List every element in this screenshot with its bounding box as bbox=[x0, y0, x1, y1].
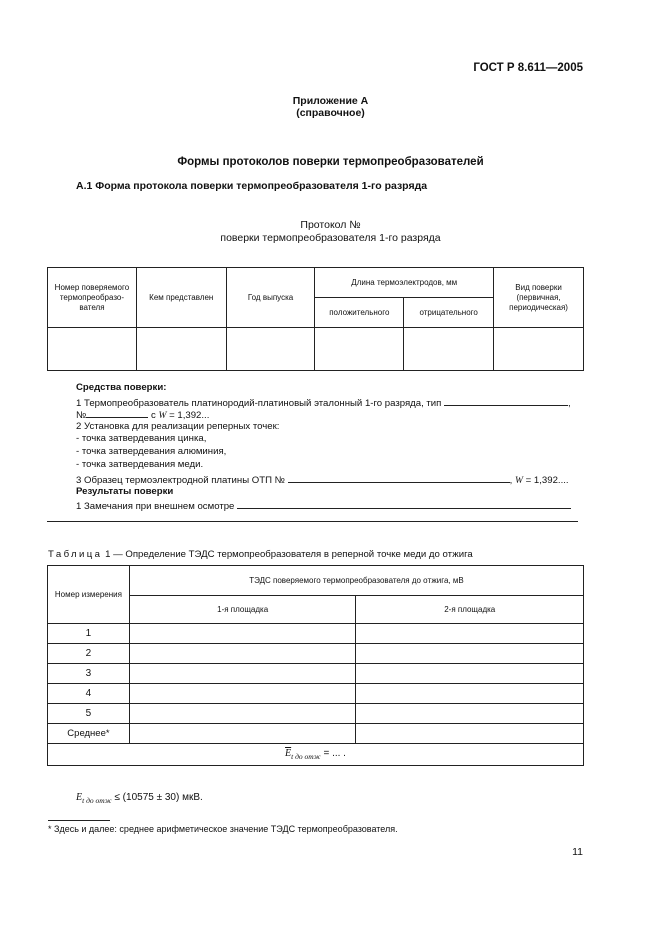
fill-blank-otp bbox=[288, 473, 510, 483]
table-cell bbox=[129, 664, 356, 684]
means-item-3: 3 Образец термоэлектродной платины ОТП № , W = 1,392.... bbox=[76, 475, 569, 486]
means-item-1a-text: 1 Термопреобразователь платинородий-платиновый эталонный 1-го разряда, тип bbox=[76, 398, 442, 409]
means-item-1b bbox=[76, 408, 209, 422]
table-cell bbox=[356, 644, 584, 664]
subsection-title: А.1 Форма протокола поверки термопреобразователя 1-го разряда bbox=[76, 180, 428, 192]
e-subscript: t до отж bbox=[291, 752, 321, 761]
means-heading: Средства поверки: bbox=[76, 382, 167, 393]
fill-blank-number bbox=[86, 408, 148, 418]
table-cell bbox=[136, 328, 226, 371]
table-cell bbox=[129, 624, 356, 644]
e-symbol: E bbox=[76, 792, 83, 803]
table-cell bbox=[356, 724, 584, 744]
table-cell bbox=[48, 328, 137, 371]
header-thermo-number: Номер поверяемого термопреобразо-вателя bbox=[48, 268, 137, 328]
acceptance-formula bbox=[76, 792, 203, 805]
header-length-positive: положительного bbox=[315, 298, 404, 328]
means-item-2: 2 Установка для реализации реперных точек: bbox=[76, 421, 280, 432]
table-cell bbox=[404, 328, 494, 371]
summary-row bbox=[48, 744, 584, 766]
header-tedc: ТЭДС поверяемого термопреобразователя до отжига, мВ bbox=[129, 566, 583, 596]
measurement-table bbox=[47, 565, 584, 766]
table-cell bbox=[494, 328, 584, 371]
means-item-3b-text: = 1,392.... bbox=[525, 475, 569, 486]
header-electrode-length: Длина термоэлектродов, мм bbox=[315, 268, 494, 298]
appendix-title: Приложение А bbox=[292, 95, 369, 107]
table-cell bbox=[356, 684, 584, 704]
row-label: 2 bbox=[48, 644, 130, 664]
table-caption-text: 1 — Определение ТЭДС термопреобразователя в реперной точке меди до отжига bbox=[105, 549, 473, 560]
page-number: 11 bbox=[572, 846, 583, 858]
appendix-note: (справочное) bbox=[296, 107, 365, 119]
formula-value: ≤ (10575 ± 30) мкВ. bbox=[111, 792, 203, 803]
table-cell bbox=[129, 724, 356, 744]
results-item-1-text: 1 Замечания при внешнем осмотре bbox=[76, 501, 235, 512]
appendix-heading bbox=[0, 95, 661, 119]
table-cell bbox=[356, 704, 584, 724]
w-symbol: W bbox=[514, 475, 523, 486]
row-label-average: Среднее* bbox=[48, 724, 130, 744]
point-zinc: - точка затвердевания цинка, bbox=[76, 433, 207, 444]
point-aluminium: - точка затвердевания алюминия, bbox=[76, 446, 227, 457]
e-subscript: t до отж bbox=[82, 796, 112, 805]
protocol-table bbox=[47, 267, 584, 371]
footnote-separator bbox=[48, 820, 110, 821]
protocol-subtitle: поверки термопреобразователя 1-го разряда bbox=[220, 232, 441, 244]
table-cell bbox=[129, 684, 356, 704]
header-measurement-number: Номер измерения bbox=[48, 566, 130, 624]
protocol-title: Протокол № bbox=[300, 219, 361, 231]
means-item-1d-text: = 1,392... bbox=[169, 410, 210, 421]
means-item-1b-text: № bbox=[76, 410, 87, 421]
fill-line bbox=[47, 521, 578, 522]
results-item-1 bbox=[76, 499, 571, 513]
table-cell bbox=[226, 328, 315, 371]
w-symbol: W bbox=[158, 410, 167, 421]
header-year: Год выпуска bbox=[226, 268, 315, 328]
row-label: 4 bbox=[48, 684, 130, 704]
table-caption bbox=[48, 549, 473, 560]
header-presented-by: Кем представлен bbox=[136, 268, 226, 328]
table-caption-label: Таблица bbox=[48, 549, 103, 560]
header-verification-type: Вид поверки (первичная, периодическая) bbox=[494, 268, 584, 328]
table-cell bbox=[356, 624, 584, 644]
row-label: 5 bbox=[48, 704, 130, 724]
header-length-negative: отрицательного bbox=[404, 298, 494, 328]
table-cell bbox=[129, 644, 356, 664]
means-item-3a-text: 3 Образец термоэлектродной платины ОТП № bbox=[76, 475, 285, 486]
table-cell bbox=[356, 664, 584, 684]
section-title: Формы протоколов поверки термопреобразователей bbox=[177, 156, 484, 168]
summary-value: = ... . bbox=[320, 748, 346, 759]
table-cell bbox=[315, 328, 404, 371]
protocol-heading bbox=[0, 219, 661, 245]
results-heading: Результаты поверки bbox=[76, 486, 174, 497]
means-item-1c-text: с bbox=[150, 410, 156, 421]
means-item-1a: 1 Термопреобразователь платинородий-платиновый эталонный 1-го разряда, тип , bbox=[76, 398, 571, 409]
row-label: 3 bbox=[48, 664, 130, 684]
table-cell bbox=[129, 704, 356, 724]
fill-blank-type bbox=[444, 396, 568, 406]
header-site-1: 1-я площадка bbox=[129, 596, 356, 624]
point-copper: - точка затвердевания меди. bbox=[76, 459, 204, 470]
footnote: * Здесь и далее: среднее арифметическое значение ТЭДС термопреобразователя. bbox=[48, 824, 398, 834]
row-label: 1 bbox=[48, 624, 130, 644]
fill-blank-remarks bbox=[237, 499, 571, 509]
header-site-2: 2-я площадка bbox=[356, 596, 584, 624]
e-symbol: $\overline{E}$ bbox=[285, 748, 292, 759]
standard-number: ГОСТ Р 8.611—2005 bbox=[473, 62, 583, 74]
